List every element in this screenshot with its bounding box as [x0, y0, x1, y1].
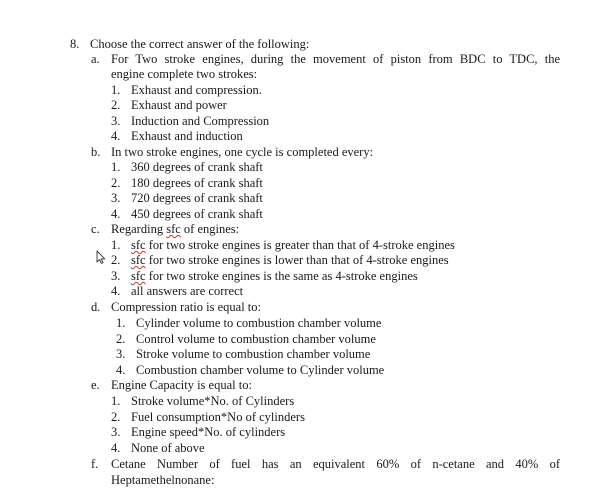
option-number: 2. — [111, 98, 121, 112]
option-text: Exhaust and compression. — [131, 83, 262, 97]
part-e-option-4 — [111, 440, 205, 456]
part-d-question-text: Compression ratio is equal to: — [111, 300, 261, 314]
option-text: Combustion chamber volume to Cylinder volume — [136, 363, 385, 377]
option-text: Induction and Compression — [131, 114, 270, 128]
part-c-option-3 — [111, 268, 418, 284]
part-e-question — [91, 377, 252, 393]
part-b-option-4 — [111, 206, 263, 222]
question-number: 8. — [70, 37, 80, 51]
part-c-option-4 — [111, 283, 243, 299]
option-text: all answers are correct — [131, 284, 244, 298]
option-number: 3. — [111, 269, 121, 283]
option-number: 3. — [116, 347, 126, 361]
part-e-question-text: Engine Capacity is equal to: — [111, 378, 252, 392]
part-c-question-term: sfc — [166, 222, 181, 236]
option-text: None of above — [131, 441, 205, 455]
part-d-option-1 — [116, 315, 381, 331]
part-f-letter: f. — [91, 457, 99, 471]
part-d-option-2 — [116, 331, 376, 347]
option-text: Exhaust and induction — [131, 129, 243, 143]
option-number: 2. — [111, 176, 121, 190]
option-text: 360 degrees of crank shaft — [131, 160, 263, 174]
part-a-option-3 — [111, 113, 269, 129]
part-f-question — [91, 456, 560, 472]
part-b-question — [91, 144, 373, 160]
part-c-option-2 — [111, 252, 449, 268]
part-c-option-1 — [111, 237, 455, 253]
option-text: Cylinder volume to combustion chamber volume — [136, 316, 382, 330]
part-a-option-1 — [111, 82, 262, 98]
option-term: sfc — [131, 253, 146, 267]
option-number: 4. — [116, 363, 126, 377]
option-term: sfc — [131, 238, 146, 252]
option-text: Engine speed*No. of cylinders — [131, 425, 286, 439]
part-f-question-continued: Heptamethelnonane: — [111, 473, 215, 487]
option-text: Exhaust and power — [131, 98, 227, 112]
part-a-option-2 — [111, 97, 227, 113]
part-b-question-text: In two stroke engines, one cycle is completed every: — [111, 145, 374, 159]
part-b-option-3 — [111, 190, 263, 206]
question-header — [70, 36, 309, 52]
option-text: Fuel consumption*No of cylinders — [131, 410, 305, 424]
mouse-pointer-icon — [96, 250, 106, 264]
option-number: 1. — [111, 394, 121, 408]
part-a-question-continued: engine complete two strokes: — [111, 67, 258, 81]
part-c-letter: c. — [91, 222, 100, 236]
option-text: 450 degrees of crank shaft — [131, 207, 263, 221]
option-number: 1. — [116, 316, 126, 330]
part-a-letter: a. — [91, 52, 100, 66]
part-f-question-text: Cetane Number of fuel has an equivalent 60% of n-cetane and 40% of — [111, 457, 560, 471]
option-number: 1. — [111, 83, 121, 97]
option-text: Stroke volume to combustion chamber volume — [136, 347, 371, 361]
option-number: 4. — [111, 207, 121, 221]
option-number: 2. — [116, 332, 126, 346]
part-e-option-3 — [111, 424, 285, 440]
part-d-letter: d. — [91, 300, 101, 314]
option-text: for two stroke engines is lower than that of 4-stroke engines — [145, 253, 449, 267]
part-e-option-2 — [111, 409, 305, 425]
option-number: 4. — [111, 284, 121, 298]
part-a-question — [91, 51, 560, 67]
option-number: 4. — [111, 129, 121, 143]
part-d-option-4 — [116, 362, 384, 378]
option-number: 4. — [111, 441, 121, 455]
option-text: Control volume to combustion chamber volume — [136, 332, 376, 346]
part-c-question-suffix: of engines: — [180, 222, 240, 236]
question-title: Choose the correct answer of the following: — [90, 37, 310, 51]
option-number: 2. — [111, 410, 121, 424]
option-text: 720 degrees of crank shaft — [131, 191, 263, 205]
part-d-question — [91, 299, 261, 315]
option-number: 3. — [111, 114, 121, 128]
part-b-option-1 — [111, 159, 263, 175]
option-text: Stroke volume*No. of Cylinders — [131, 394, 295, 408]
part-e-letter: e. — [91, 378, 100, 392]
option-text: for two stroke engines is greater than that of 4-stroke engines — [145, 238, 455, 252]
option-number: 3. — [111, 191, 121, 205]
option-term: sfc — [131, 269, 146, 283]
part-c-question-prefix: Regarding — [111, 222, 167, 236]
part-b-letter: b. — [91, 145, 101, 159]
part-e-option-1 — [111, 393, 294, 409]
option-text: for two stroke engines is the same as 4-stroke engines — [145, 269, 418, 283]
option-number: 1. — [111, 238, 121, 252]
part-a-option-4 — [111, 128, 243, 144]
option-text: 180 degrees of crank shaft — [131, 176, 263, 190]
part-a-question-text: For Two stroke engines, during the movement of piston from BDC to TDC, the — [111, 52, 560, 66]
part-d-option-3 — [116, 346, 370, 362]
option-number: 1. — [111, 160, 121, 174]
option-number: 2. — [111, 253, 121, 267]
option-number: 3. — [111, 425, 121, 439]
part-c-question — [91, 221, 239, 237]
part-b-option-2 — [111, 175, 263, 191]
